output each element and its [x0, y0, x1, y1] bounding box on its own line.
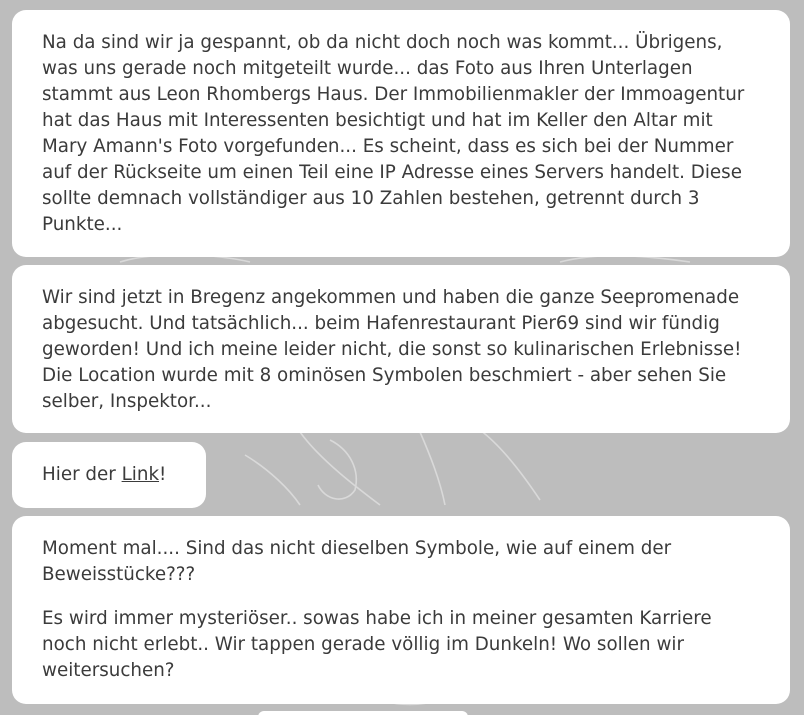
message-bubble: [12, 265, 790, 433]
message-text: Moment mal.... Sind das nicht dieselben Symbole, wie auf einem der Beweisstücke???: [42, 538, 672, 585]
message-bubble: [12, 10, 790, 257]
link-prefix: Hier der: [42, 464, 122, 485]
message-text: [42, 462, 176, 488]
message-bubble: [12, 516, 790, 704]
message-bubble-link: [12, 442, 206, 508]
next-message-bubble-edge: [258, 711, 468, 715]
message-text: Wir sind jetzt in Bregenz angekommen und haben die ganze Seepromenade abgesucht. Und tatsächlich... beim Hafenrestaurant Pier69 sind wir fündig geworden! Und ich meine leider nicht, die sonst so kulinarischen Erlebnisse! Die Location wurde mit 8 ominösen Symbolen beschmiert - aber sehen Sie selber, Inspektor...: [42, 287, 742, 412]
message-text: Na da sind wir ja gespannt, ob da nicht doch noch was kommt... Übrigens, was uns gerade noch mitgeteilt wurde... das Foto aus Ihren Unterlagen stammt aus Leon Rhombergs Haus. Der Immobilienmakler der Immoagentur hat das Haus mit Interessenten besichtigt und hat im Keller den Altar mit Mary Amann's Foto vorgefunden... Es scheint, dass es sich bei der Nummer auf der Rückseite um einen Teil eine IP Adresse eines Servers handelt. Diese sollte demnach vollständiger aus 10 Zahlen bestehen, getrennt durch 3 Punkte...: [42, 32, 745, 235]
link-suffix: !: [159, 464, 167, 485]
message-link[interactable]: Link: [121, 464, 160, 485]
message-text: Es wird immer mysteriöser.. sowas habe ich in meiner gesamten Karriere noch nicht erlebt.. Wir tappen gerade völlig im Dunkeln! Wo sollen wir weitersuchen?: [42, 608, 712, 681]
